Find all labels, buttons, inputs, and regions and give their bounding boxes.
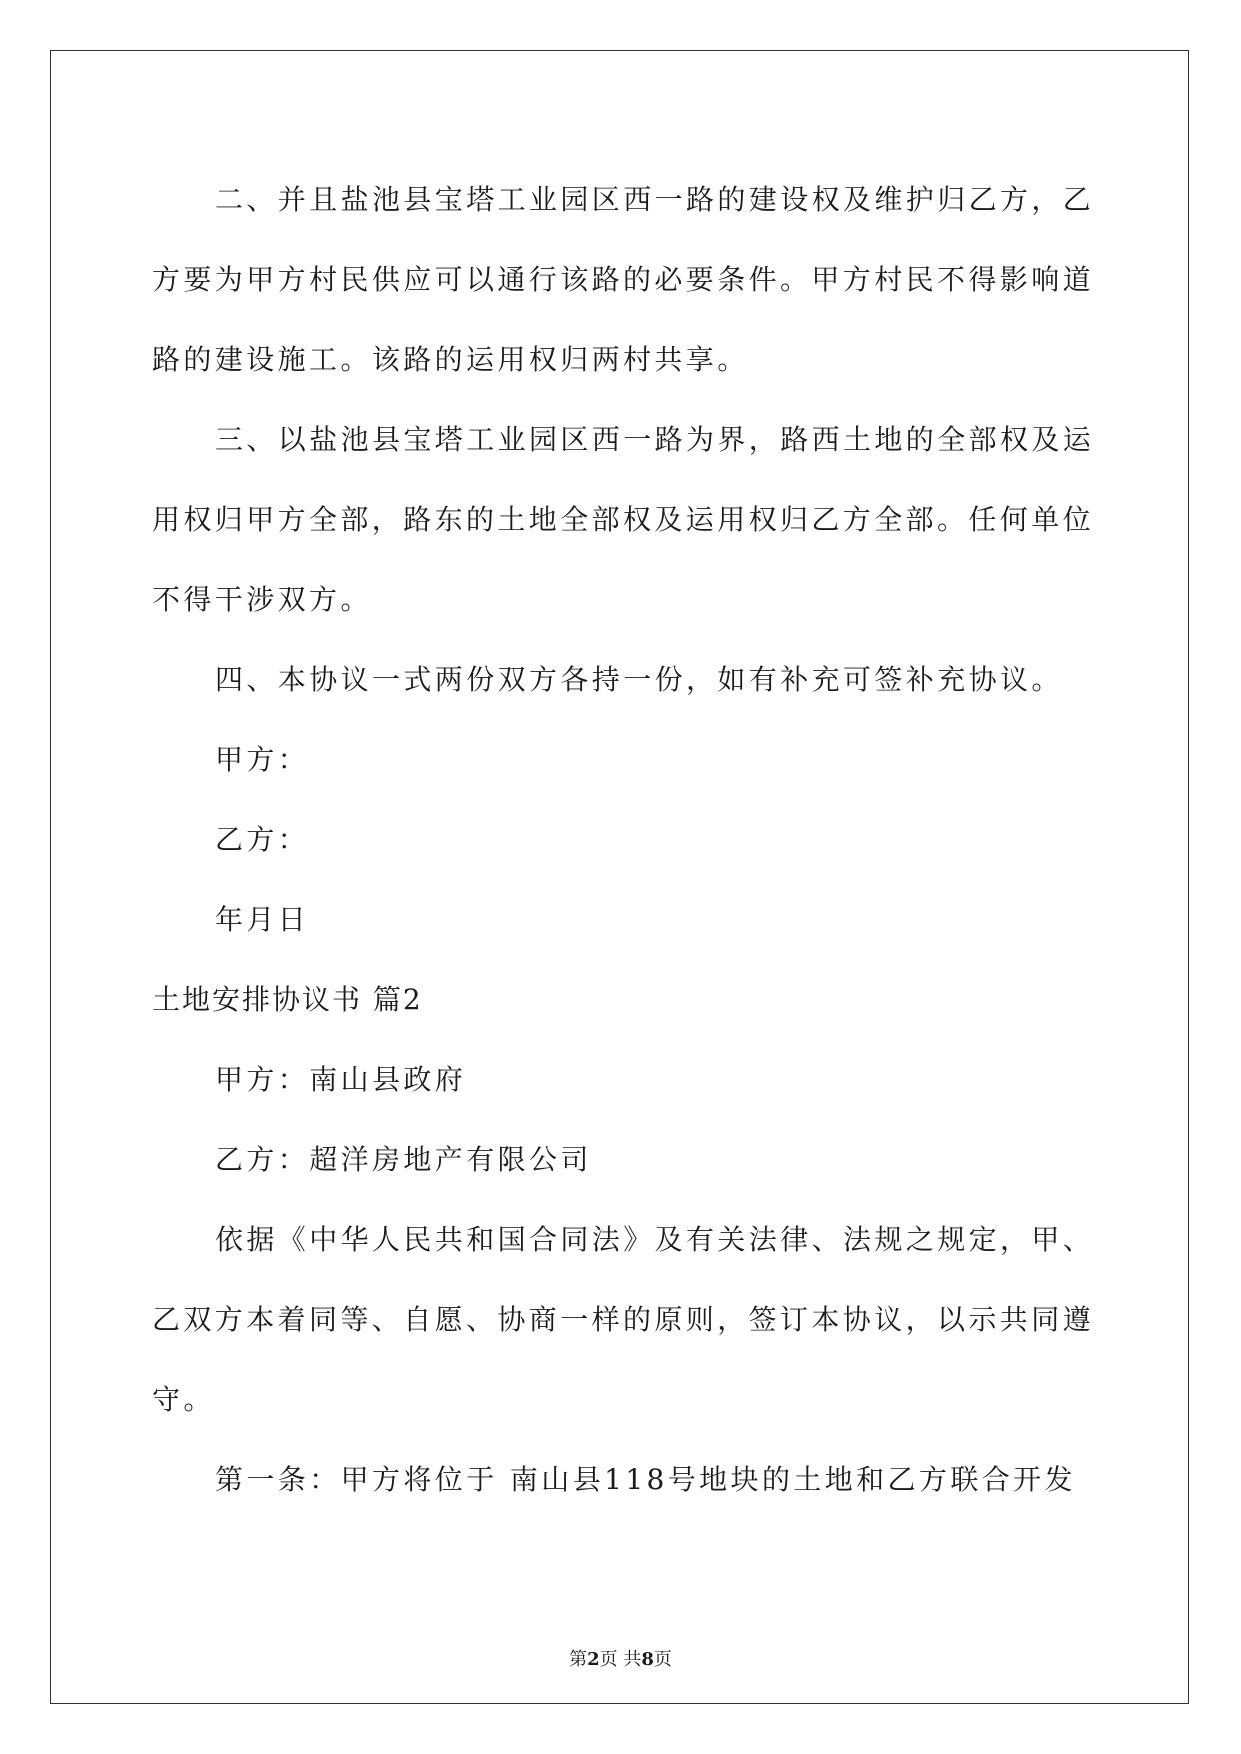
paragraph-line: 守。	[152, 1383, 215, 1416]
article-one-line: 第一条：甲方将位于 南山县118号地块的土地和乙方联合开发	[215, 1463, 1076, 1496]
page-suffix: 页	[653, 1649, 672, 1670]
paragraph-line: 四、本协议一式两份双方各持一份，如有补充可签补充协议。	[215, 663, 1063, 696]
section-heading: 土地安排协议书 篇2	[152, 983, 423, 1016]
party-b-signature-line: 乙方：	[215, 823, 310, 856]
paragraph-line: 用权归甲方全部，路东的土地全部权及运用权归乙方全部。任何单位	[152, 503, 1095, 536]
page-current-number: 2	[587, 1649, 600, 1670]
paragraph-line: 路的建设施工。该路的运用权归两村共享。	[152, 343, 749, 376]
party-a-signature-line: 甲方：	[215, 743, 310, 776]
page-total-number: 8	[641, 1649, 654, 1670]
page-footer	[0, 1645, 1241, 1671]
paragraph-line: 依据《中华人民共和国合同法》及有关法律、法规之规定，甲、	[215, 1223, 1095, 1256]
party-a-line: 甲方：南山县政府	[215, 1063, 467, 1096]
paragraph-line: 方要为甲方村民供应可以通行该路的必要条件。甲方村民不得影响道	[152, 263, 1095, 296]
party-b-line: 乙方：超洋房地产有限公司	[215, 1143, 592, 1176]
date-line: 年月日	[215, 903, 310, 936]
paragraph-line: 不得干涉双方。	[152, 583, 372, 616]
page-mid: 页 共	[599, 1649, 642, 1670]
paragraph-line: 二、并且盐池县宝塔工业园区西一路的建设权及维护归乙方，乙	[215, 183, 1095, 216]
document-body	[152, 160, 1095, 1520]
paragraph-line: 三、以盐池县宝塔工业园区西一路为界，路西土地的全部权及运	[215, 423, 1095, 456]
paragraph-line: 乙双方本着同等、自愿、协商一样的原则，签订本协议，以示共同遵	[152, 1303, 1095, 1336]
page-prefix: 第	[569, 1649, 588, 1670]
